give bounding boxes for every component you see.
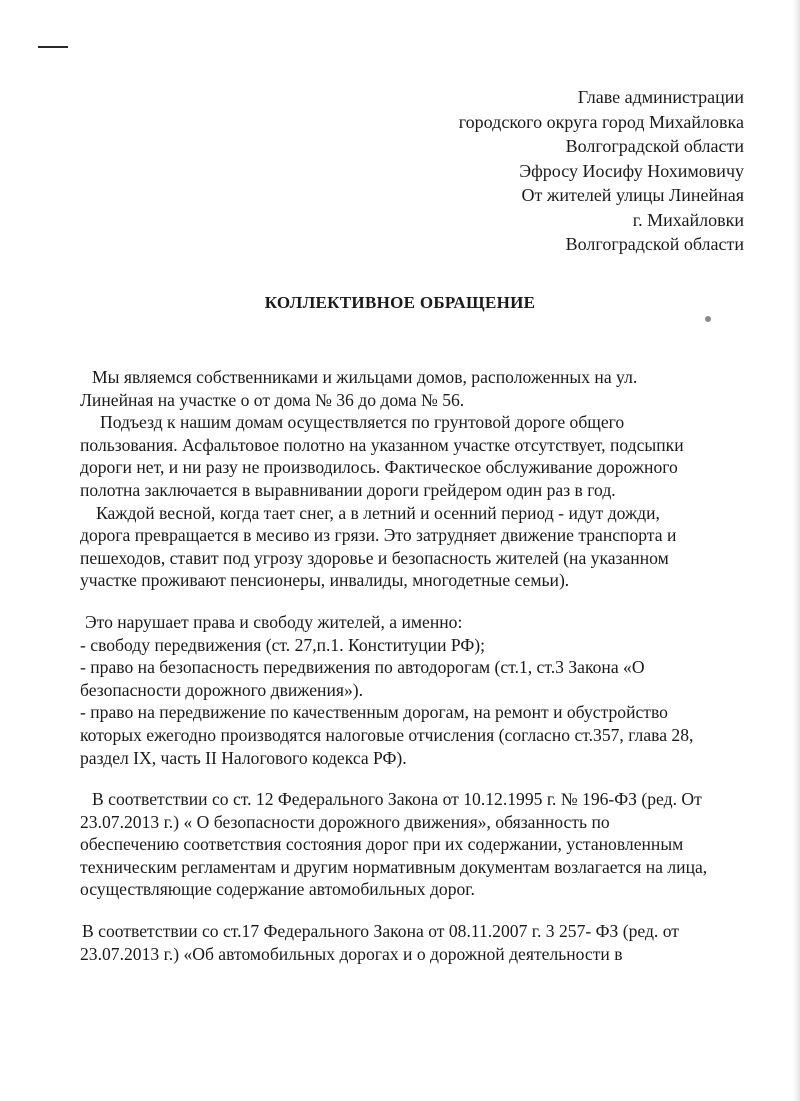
body-line: техническим регламентам и другим нормативным документам возлагается на лица, bbox=[80, 856, 708, 877]
body-line: Подъезд к нашим домам осуществляется по грунтовой дороге общего bbox=[100, 412, 625, 433]
body-line: 23.07.2013 г.) « О безопасности дорожного движения», обязанность по bbox=[80, 811, 610, 832]
body-line: пешеходов, ставит под угрозу здоровье и безопасность жителей (на указанном bbox=[80, 547, 669, 568]
body-line: Это нарушает права и свободу жителей, а именно: bbox=[85, 611, 463, 632]
addressee-line: городского округа город Михайловка bbox=[458, 111, 744, 132]
body-line: полотна заключается в выравнивании дороги грейдером один раз в год. bbox=[80, 479, 616, 500]
addressee-block bbox=[344, 85, 744, 257]
body-line: дороги нет, и ни разу не производилось. Фактическое обслуживание дорожного bbox=[80, 457, 678, 478]
body-line: пользования. Асфальтовое полотно на указанном участке отсутствует, подсыпки bbox=[80, 434, 684, 455]
body-line: Каждой весной, когда тает снег, а в летний и осенний период - идут дожди, bbox=[96, 502, 660, 523]
body-line: безопасности дорожного движения»). bbox=[80, 679, 364, 700]
document-body bbox=[80, 366, 740, 965]
addressee-line: г. Михайловки bbox=[632, 209, 744, 230]
body-line: В соответствии со ст.17 Федерального Закона от 08.11.2007 г. 3 257- ФЗ (ред. от bbox=[82, 921, 679, 942]
punch-dot bbox=[705, 316, 711, 322]
body-line: В соответствии со ст. 12 Федерального Закона от 10.12.1995 г. № 196-ФЗ (ред. От bbox=[92, 789, 702, 810]
body-line: осуществляющие содержание автомобильных дорог. bbox=[80, 879, 475, 900]
addressee-line: От жителей улицы Линейная bbox=[521, 185, 744, 205]
body-line: - право на безопасность передвижения по автодорогам (ст.1, ст.3 Закона «О bbox=[80, 657, 645, 678]
body-line: Линейная на участке о от дома № 36 до дома № 56. bbox=[80, 389, 465, 410]
body-line: обеспечению соответствия состояния дорог при их содержании, установленным bbox=[80, 834, 684, 855]
body-line: раздел IX, часть II Налогового кодекса РФ). bbox=[80, 747, 407, 768]
addressee-line: Волгоградской области bbox=[565, 136, 744, 156]
body-line: Мы являемся собственниками и жильцами домов, расположенных на ул. bbox=[92, 367, 638, 387]
body-line: участке проживают пенсионеры, инвалиды, многодетные семьи). bbox=[80, 570, 570, 591]
body-line: 23.07.2013 г.) «Об автомобильных дорогах и о дорожной деятельности в bbox=[80, 943, 623, 964]
addressee-line: Эфросу Иосифу Нохимовичу bbox=[519, 160, 744, 181]
body-line: - свободу передвижения (ст. 27,п.1. Конституции РФ); bbox=[80, 634, 486, 655]
body-line: - право на передвижение по качественным дорогам, на ремонт и обустройство bbox=[80, 702, 668, 723]
addressee-line: Волгоградской области bbox=[565, 234, 744, 254]
body-line: которых ежегодно производятся налоговые отчисления (согласно ст.357, глава 28, bbox=[80, 724, 694, 745]
body-line: дорога превращается в месиво из грязи. Это затрудняет движение транспорта и bbox=[80, 525, 677, 546]
addressee-line: Главе администрации bbox=[577, 87, 744, 107]
page-edge-shadow bbox=[793, 0, 800, 1101]
corner-mark bbox=[38, 46, 68, 48]
document-title: КОЛЛЕКТИВНОЕ ОБРАЩЕНИЕ bbox=[264, 293, 536, 312]
